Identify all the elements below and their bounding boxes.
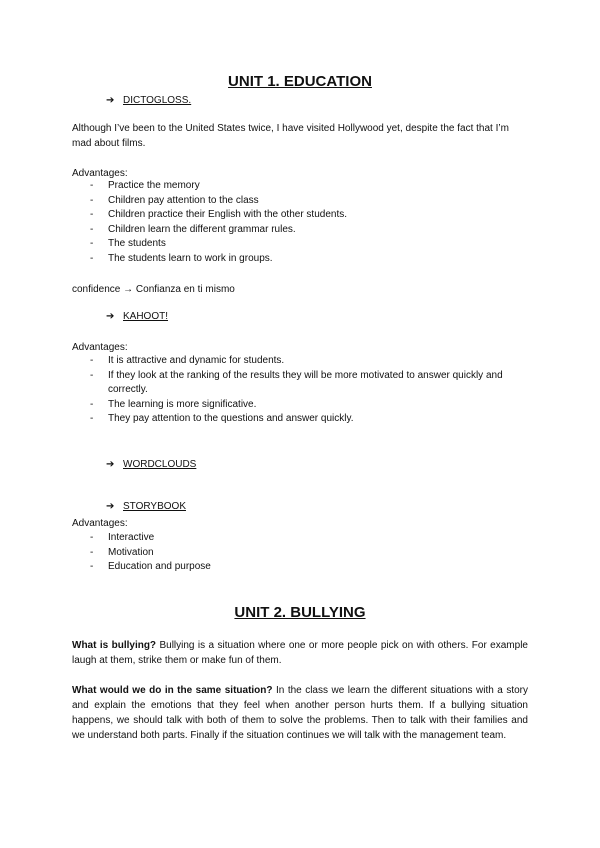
arrow-icon: ➔	[106, 501, 115, 512]
dictogloss-text: Although I’ve been to the United States twice, I have visited Hollywood yet, despite the fact that I’m mad about films.	[72, 123, 509, 149]
list-item: - The students learn to work in groups.	[72, 252, 528, 267]
arrow-icon: ➔	[106, 95, 115, 106]
list-item: - Children learn the different grammar rules.	[72, 223, 528, 238]
advantages-label: Advantages:	[72, 168, 128, 179]
arrow-icon: ➔	[106, 311, 115, 322]
storybook-heading	[106, 501, 186, 512]
list-item: - Children pay attention to the class	[72, 194, 528, 209]
answer: In the class we learn the different situations with a story and explain the emotions that they feel when another person hurts them. If a bullying situation happens, we should talk with both of them to solve the problems. Then to talk with their families and we understand both parts. Finally if the situation continues we will talk with the management team.	[72, 685, 528, 741]
bullying-definition	[72, 638, 528, 668]
list-item: - Interactive	[72, 531, 528, 546]
question: What is bullying?	[72, 640, 157, 651]
list-item: - If they look at the ranking of the results they will be more motivated to answer quickly and correctly.	[72, 369, 528, 398]
arrow-icon: ➔	[106, 459, 115, 470]
unit2-title: UNIT 2. BULLYING	[234, 604, 366, 621]
list-item: - It is attractive and dynamic for students.	[72, 354, 528, 369]
question: What would we do in the same situation?	[72, 685, 273, 696]
bullying-response	[72, 683, 528, 743]
kahoot-heading	[106, 311, 168, 322]
list-item: - Practice the memory	[72, 179, 528, 194]
list-item: - Children practice their English with the other students.	[72, 208, 528, 223]
wordclouds-heading	[106, 459, 196, 470]
heading-text: KAHOOT!	[123, 311, 169, 322]
list-item: - Education and purpose	[72, 560, 528, 575]
list-item: - The students	[72, 237, 528, 252]
advantages-label: Advantages:	[72, 518, 128, 529]
list-item: - The learning is more significative.	[72, 398, 528, 413]
answer: Bullying is a situation where one or more people pick on with others. For example laugh at them, strike them or make fun of them.	[72, 640, 528, 666]
unit1-title: UNIT 1. EDUCATION	[228, 73, 372, 90]
dictogloss-list	[72, 179, 528, 267]
heading-text: WORDCLOUDS	[123, 459, 197, 470]
list-item: - They pay attention to the questions and answer quickly.	[72, 412, 528, 427]
confidence-note: confidence → Confianza en ti mismo	[72, 284, 235, 295]
dictogloss-heading	[106, 95, 191, 106]
storybook-list	[72, 531, 528, 575]
kahoot-list	[72, 354, 528, 427]
heading-text: DICTOGLOSS.	[123, 95, 192, 106]
heading-text: STORYBOOK	[123, 501, 186, 512]
list-item: - Motivation	[72, 546, 528, 561]
advantages-label: Advantages:	[72, 342, 128, 353]
